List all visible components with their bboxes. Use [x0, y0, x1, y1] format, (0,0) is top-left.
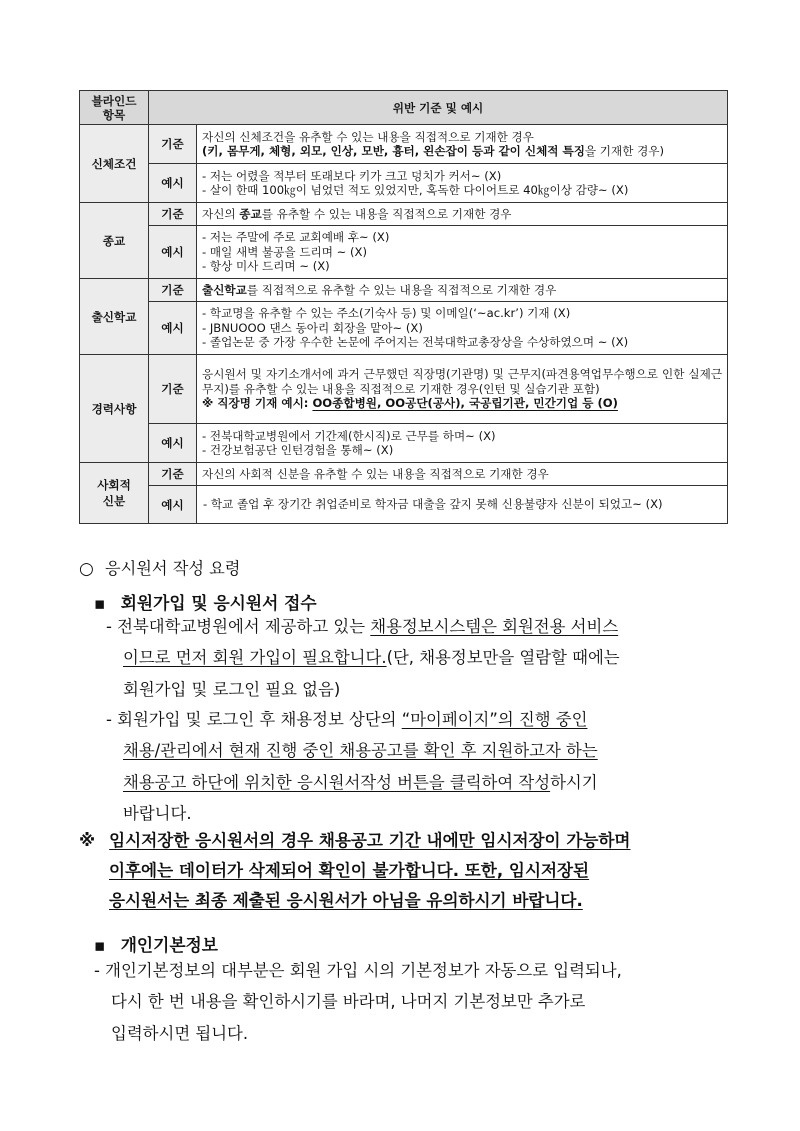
table-row [80, 279, 728, 302]
career-criteria [197, 355, 728, 424]
category-physical: 신체조건 [80, 125, 149, 203]
table-row [80, 125, 728, 164]
example-label: 예시 [149, 164, 197, 203]
signup-item2-line4: 바랍니다. [123, 803, 192, 823]
school-criteria-post: 를 직접적으로 유추할 수 있는 내용을 직접적으로 기재한 경우 [246, 282, 557, 297]
signup-heading-text: 회원가입 및 응시원서 접수 [120, 593, 317, 613]
career-example-2: - 건강보험공단 인턴경험을 통해~ (X) [202, 443, 394, 457]
school-example-2: - JBNUOOO 댄스 동아리 회장을 맡아~ (X) [202, 320, 423, 335]
religion-example-1: - 저는 주말에 주로 교회예배 후~ (X) [202, 230, 390, 245]
school-criteria [197, 279, 728, 302]
signup-item2-plain: - 회원가입 및 로그인 후 채용정보 상단의 [106, 710, 402, 729]
school-example-1: - 학교명을 유추할 수 있는 주소(기숙사 등) 및 이메일(‘~ac.kr’) 기재 (X) [202, 306, 571, 321]
table-row [80, 164, 728, 203]
example-label: 예시 [149, 424, 197, 463]
signup-item2-rest: 하시기 [550, 772, 598, 792]
career-example-1: - 전북대학교병원에서 기간제(한시직)로 근무를 하며~ (X) [202, 428, 496, 443]
table-row [80, 226, 728, 279]
category-social-line2: 신분 [102, 494, 126, 508]
square-bullet-icon: ▪ [94, 593, 106, 613]
signup-item2-underlined-2: 채용/관리에서 현재 진행 중인 채용공고를 확인 후 지원하고자 하는 [123, 741, 598, 761]
header-criteria-examples: 위반 기준 및 예시 [149, 91, 728, 125]
school-criteria-bold: 출신학교 [202, 282, 247, 297]
signup-item1-rest: (단, 채용정보만을 열람할 때에는 [386, 648, 620, 668]
note-mark: ※ [79, 831, 96, 850]
physical-criteria-bold: (키, 몸무게, 체형, 외모, 인상, 모반, 흉터, 왼손잡이 등과 같이 신체적 특징 [202, 144, 585, 158]
school-example-3: - 졸업논문 중 가장 우수한 논문에 주어지는 전북대학교총장상을 수상하였으며 ~ (X) [202, 335, 629, 350]
table-row [80, 355, 728, 424]
signup-item1-underlined-2: 이므로 먼저 회원 가입이 필요합니다. [123, 648, 387, 668]
criteria-label: 기준 [149, 125, 197, 164]
temp-save-note-line1: 임시저장한 응시원서의 경우 채용공고 기간 내에만 임시저장이 가능하며 [109, 831, 631, 850]
career-criteria-text: 응시원서 및 자기소개서에 과거 근무했던 직장명(기관명) 및 근무지(파견용역업무수행으로 인한 실제근무지)를 유추할 수 있는 내용을 직접적으로 기재한 경우(인턴 및 실습기관 포함) [202, 367, 723, 396]
table-row [80, 302, 728, 355]
signup-item1-underlined-1: 채용정보시스템은 회원전용 서비스 [370, 617, 619, 636]
personal-heading [94, 932, 218, 956]
signup-item1-plain: - 전북대학교병원에서 제공하고 있는 [106, 617, 371, 636]
section-title-text: 응시원서 작성 요령 [105, 559, 241, 578]
header-blind-item-line2: 항목 [102, 107, 126, 122]
religion-criteria-pre: 자신의 [202, 206, 240, 221]
religion-examples [197, 226, 728, 279]
category-social-line1: 사회적 [97, 478, 131, 492]
personal-heading-text: 개인기본정보 [120, 935, 218, 955]
physical-example-2: - 살이 한때 100㎏이 넘었던 적도 있었지만, 혹독한 다이어트로 40㎏이상 감량~ (X) [202, 183, 629, 197]
temp-save-note-line2: 이후에는 데이터가 삭제되어 확인이 불가합니다. 또한, 임시저장된 [109, 861, 590, 880]
religion-criteria-post: 를 유추할 수 있는 내용을 직접적으로 기재한 경우 [261, 206, 512, 221]
religion-example-3: - 항상 미사 드리며 ~ (X) [202, 259, 330, 274]
blind-criteria-table [79, 90, 728, 524]
category-religion: 종교 [80, 203, 149, 279]
physical-criteria-rest: 을 기재한 경우) [584, 144, 665, 158]
social-example: - 학교 졸업 후 장기간 취업준비로 학자금 대출을 갚지 못해 신용불량자 신분이 되었고~ (X) [197, 486, 728, 524]
signup-item1-line3: 회원가입 및 로그인 필요 없음) [123, 679, 341, 699]
criteria-label: 기준 [149, 355, 197, 424]
criteria-label: 기준 [149, 279, 197, 302]
header-blind-item [80, 91, 149, 125]
religion-example-2: - 매일 새벽 불공을 드리며 ~ (X) [202, 244, 367, 259]
temp-save-note-line3: 응시원서는 최종 제출된 응시원서가 아님을 유의하시기 바랍니다. [109, 891, 583, 910]
signup-item2-underlined-3: 채용공고 하단에 위치한 응시원서작성 버튼을 클릭하여 작성 [123, 772, 551, 792]
physical-criteria [197, 125, 728, 164]
section-title [79, 555, 240, 579]
religion-criteria-bold: 종교 [239, 206, 262, 221]
header-blind-item-line1: 블라인드 [91, 93, 137, 108]
social-criteria: 자신의 사회적 신분을 유추할 수 있는 내용을 직접적으로 기재한 경우 [197, 463, 728, 486]
school-examples [197, 302, 728, 355]
category-social [80, 463, 149, 524]
square-bullet-icon: ▪ [94, 935, 106, 955]
career-example-note-underlined: OO종합병원, OO공단(공사), 국공립기관, 민간기업 등 (O) [312, 396, 618, 411]
temp-save-note [79, 826, 729, 916]
signup-item-1 [106, 611, 728, 705]
example-label: 예시 [149, 226, 197, 279]
personal-line1: - 개인기본정보의 대부분은 회원 가입 시의 기본정보가 자동으로 입력되나, [94, 961, 622, 980]
signup-item-2 [106, 704, 728, 829]
signup-item2-underlined-1: “마이페이지”의 진행 중인 [401, 710, 588, 729]
example-label: 예시 [149, 486, 197, 524]
criteria-label: 기준 [149, 463, 197, 486]
category-career: 경력사항 [80, 355, 149, 463]
religion-criteria [197, 203, 728, 226]
personal-line2: 다시 한 번 내용을 확인하시기를 바라며, 나머지 기본정보만 추가로 [111, 992, 586, 1012]
personal-info-text [94, 955, 728, 1049]
table-header-row [80, 91, 728, 125]
physical-criteria-line2 [202, 144, 722, 159]
physical-examples [197, 164, 728, 203]
personal-line3: 입력하시면 됩니다. [111, 1023, 249, 1043]
category-school: 출신학교 [80, 279, 149, 355]
physical-criteria-line1: 자신의 신체조건을 유추할 수 있는 내용을 직접적으로 기재한 경우 [202, 129, 534, 144]
table-row [80, 424, 728, 463]
physical-example-1: - 저는 어렸을 적부터 또래보다 키가 크고 덩치가 커서~ (X) [202, 168, 502, 183]
career-example-note-pre: ※ 직장명 기재 예시: [202, 396, 313, 411]
criteria-label: 기준 [149, 203, 197, 226]
circle-bullet-icon: ○ [79, 559, 94, 579]
table-row [80, 486, 728, 524]
example-label: 예시 [149, 302, 197, 355]
table-row [80, 463, 728, 486]
table-row [80, 203, 728, 226]
career-examples [197, 424, 728, 463]
